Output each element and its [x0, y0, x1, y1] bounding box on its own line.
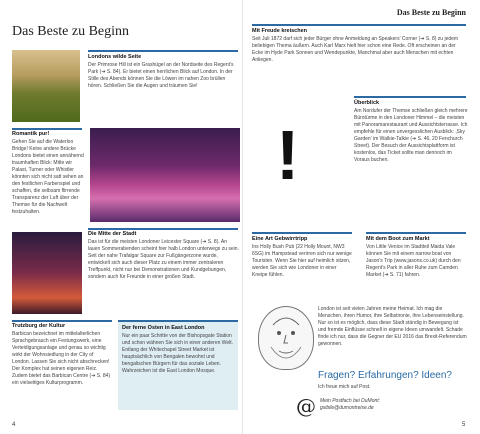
section-heading-london: Londons wilde Seite — [88, 54, 142, 60]
section-heading-freude: Mit Freude kreischen — [252, 28, 308, 34]
section-rule — [88, 228, 238, 230]
section-body-freude: Seit Juli 1872 darf sich jeder Bürger ohne Anmeldung an Speakers' Corner (➔ S. 8) zu jedem beliebigen Thema äußern. Auch Karl Marx hielt hier schon eine Rede. Oft erscheinen an der Ecke im Hyde Park Sonnen und Wendepunkte, Manchmal aber auch Menschen mit echten Anliegen. — [252, 36, 459, 63]
section-rule — [12, 320, 112, 322]
exclamation-mark-icon: ! — [276, 116, 300, 194]
section-heading-kultur: Trutzburg der Kultur — [12, 323, 66, 329]
section-body-kultur: Barbican bezeichnet im mittelalterlichen Sprachgebrauch ein Festungswerk, eine Verteidigungsanlage und genau so wichtig wirkt der Wohnsiedlung in der City of London. Lassen Sie sich nicht abschrecken! Der Komplex hat seinen eigenen Reiz. Zudem bietet das Barbican Centre (➔ S. 84) ein vielseitiges Kulturprogramm. — [12, 331, 111, 386]
section-heading-mitte: Die Mitte der Stadt — [88, 231, 137, 237]
section-rule — [366, 232, 466, 234]
running-head: Das Beste zu Beginn — [396, 8, 466, 17]
waterloo-bridge-photo — [90, 128, 240, 222]
contact-question: Fragen? Erfahrungen? Ideen? — [318, 370, 452, 381]
page-number-right: 5 — [462, 422, 466, 428]
section-heading-boot: Mit dem Boot zum Markt — [366, 236, 430, 242]
section-rule — [12, 128, 82, 130]
contact-email[interactable]: gsibile@dumontreise.de — [320, 405, 374, 411]
section-body-boot: Von Little Venice im Stadtteil Maida Vale können Sie mit einem narrow boat von Jason's Trip (www.jasons.co.uk) durch den Regent's Park in aller Ruhe zum Camden Market (➔ S. 71) fahren. — [366, 244, 461, 278]
leicester-square-photo — [12, 232, 82, 314]
post-label: Mein Postfach bei DuMont: — [320, 398, 381, 404]
author-sketch-icon — [259, 307, 313, 369]
at-sign-icon: @ — [296, 394, 316, 418]
section-rule — [252, 24, 466, 26]
section-body-gebetsbuch: Ins Holly Bush Pub (22 Holly Mount, NW3 6SG) im Hampstead verirren sich nur wenige Touristen. Wenn Sie hier auf heimlich sitzen, werden Sie sich wie Londoner in einer Kneipe fühlen. — [252, 244, 352, 278]
section-heading-gebetsbuch: Eine Art Gebwirrtripp — [252, 236, 308, 242]
section-body-ueberblick: Am Nordufer der Themse schließen gleich mehrere Bürotürme in den Londoner Himmel – die meisten mit Panoramarestaurant und Aussichtsterrasse. Ich empfehle für einen unvergesslichen Ausblick: ‚Sky Garden' im Walkie-Talkie (➔ S. 46, 20 Fenchurch Street). Der Besuch der Aussichtsplattform ist kostenlos, das Ticket sollte man dennoch im Voraus buchen. — [354, 108, 468, 163]
section-heading-ferne-osten: Der ferne Osten in East London — [122, 325, 205, 331]
page-number-left: 4 — [12, 422, 16, 428]
section-body-romantik: Gehen Sie auf die Waterloo Bridge! Keine andere Brücke Londons bietet einen annähernd traumhaften Blick: Mitte wir Palast, Turner oder Whistler könnten sich nicht satt sehen an den festlichen Farbenspiel und schaffen, die selbsam flirrende Transparenz der Luft über der Themse für die Nachwelt festzuhalten. — [12, 139, 84, 215]
section-body-london: Der Primrose Hill ist ein Grashügel an der Nordseite des Regent's Park (➔ S. 84). Er bietet einen herrlichen Blick auf London. In der Stille des Abends können Sie die Löwen im nahen Zoo brüllen hören. Schließen Sie die Augen und träumen Sie! — [88, 62, 234, 89]
page-title: Das Beste zu Beginn — [12, 24, 130, 39]
section-body-mitte: Das ist für die meisten Londoner Leicester Square (➔ S. 8). An lauen Sommerabenden scheint hier halb London unterwegs zu sein. Seit der nahe Trafalgar Square zur Fußgängerzone wurde, entwickelt sich auch dieser Platz zu einem immer zentraleren Treffpunkt, nicht nur bei Demonstrationen und Kundgebungen, sondern auch für Freunde in einer großen Stadt. — [88, 239, 239, 280]
section-rule — [88, 50, 238, 52]
contact-answer: Ich freue mich auf Post. — [318, 384, 371, 390]
page-gutter — [242, 0, 243, 434]
author-portrait — [258, 306, 314, 370]
section-rule — [252, 232, 352, 234]
author-text: London ist seit vielen Jahren meine Heimat. Ich mag die Menschen, ihren Humor, ihre Selbstironie, ihre Lebenseinstellung. Nur so ist es möglich, dass diese Stadt ständig in Bewegung ist und fremde Einflüsse schnell in eigene Ideen umwandelt. Schade finde ich nur, dass die Gegner der EU 2016 das Brexit-Referendum gewonnen. — [318, 306, 467, 347]
section-body-ferne-osten: Nur ein paar Schritte von der Bishopsgate Station und schon wähnen Sie sich in einer anderen Welt. Entlang der Whitechapel Street Market ist hauptsächlich von Bengalen bewohnt und bengalischen Bürgern für das soziale Leben. Wahrzeichen ist die East London Mosque. — [122, 333, 234, 374]
primrose-hill-photo — [12, 50, 80, 122]
section-heading-ueberblick: Überblick — [354, 100, 380, 106]
section-heading-romantik: Romantik pur! — [12, 131, 50, 137]
section-rule — [354, 96, 466, 98]
